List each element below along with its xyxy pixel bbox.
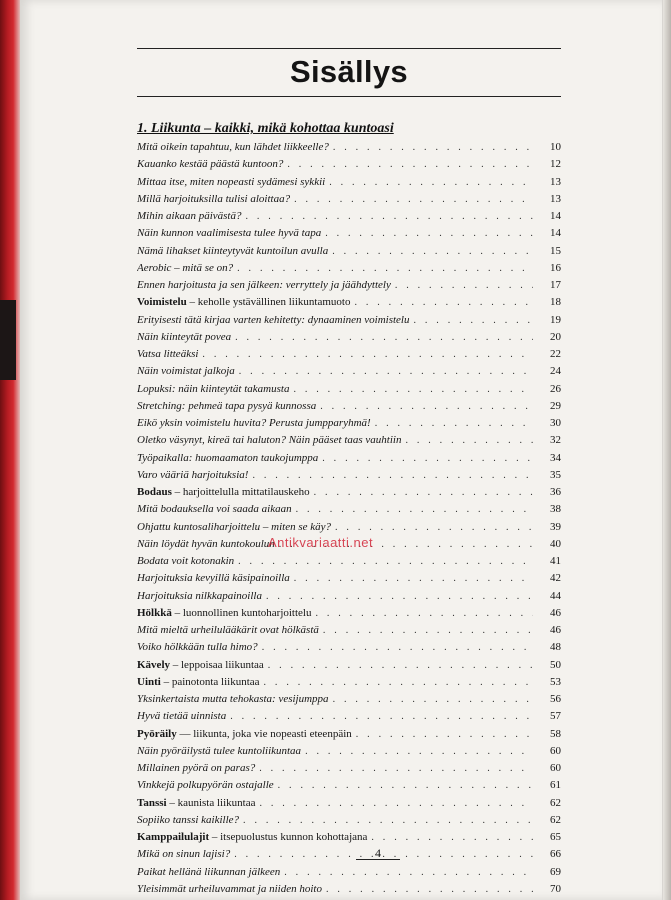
toc-entry <box>137 484 561 501</box>
toc-entry-label <box>137 708 226 725</box>
toc-page-number: 29 <box>550 399 561 412</box>
toc-topic-bold: Kävely <box>137 658 170 671</box>
toc-entry-label <box>137 795 255 812</box>
toc-page-number: 20 <box>550 330 561 343</box>
section-heading: 1. Liikunta – kaikki, mikä kohottaa kuntoasi <box>137 121 394 136</box>
book-spine-edge <box>0 0 22 900</box>
toc-entry <box>137 501 561 518</box>
toc-page-number: 62 <box>550 796 561 809</box>
toc-page-number: 66 <box>550 848 561 861</box>
toc-topic-text: – leppoisaa liikuntaa <box>170 658 264 671</box>
toc-entry-label <box>137 484 310 501</box>
toc-subtopic-text: Ennen harjoitusta ja sen jälkeen: verryttely ja jäähdyttely <box>137 279 391 291</box>
dot-leader <box>395 277 533 294</box>
toc-entry-label <box>137 467 248 484</box>
toc-topic-bold: Voimistelu <box>137 296 187 309</box>
toc-page-number: 35 <box>550 468 561 481</box>
toc-subtopic-text: Työpaikalla: huomaamaton taukojumppa <box>137 451 319 464</box>
toc-entry <box>137 260 561 277</box>
toc-entry-label <box>137 829 367 846</box>
toc-entry-label <box>137 743 301 760</box>
toc-entry <box>137 381 561 398</box>
toc-page-number: 34 <box>550 451 561 464</box>
toc-entry-label <box>137 691 329 708</box>
toc-subtopic-text: Harjoituksia nilkkapainoilla <box>137 589 262 602</box>
toc-entry <box>137 795 561 812</box>
toc-page-number: 13 <box>550 192 561 205</box>
watermark-text: Antikvariaatti.net <box>268 535 374 550</box>
toc-subtopic-text: Näin voimistat jalkoja <box>137 365 235 378</box>
toc-entry <box>137 639 561 656</box>
dot-leader <box>333 691 533 708</box>
toc-topic-text: – itsepuolustus kunnon kohottajana <box>209 831 368 843</box>
toc-subtopic-text: Mittaa itse, miten nopeasti sydämesi sykkii <box>137 175 326 188</box>
toc-entry-label <box>137 450 318 467</box>
dot-leader <box>333 139 533 156</box>
toc-page-number: 61 <box>550 779 561 792</box>
toc-entry-label <box>137 243 328 260</box>
dot-leader <box>414 312 534 329</box>
toc-subtopic-text: Stretching: pehmeä tapa pysyä kunnossa <box>137 399 317 412</box>
toc-subtopic-text: Lopuksi: näin kiinteytät takamusta <box>137 382 290 395</box>
toc-entry <box>137 363 561 380</box>
spine-shadow <box>0 300 16 380</box>
toc-page-number: 36 <box>550 486 561 498</box>
toc-page-number: 44 <box>550 589 561 602</box>
toc-subtopic-text: Mitä mieltä urheilulääkärit ovat hölkästä <box>137 624 319 636</box>
toc-page-number: 16 <box>550 261 561 274</box>
toc-topic-text: — liikunta, joka vie nopeasti eteenpäin <box>176 727 352 740</box>
dot-leader <box>237 260 533 277</box>
toc-entry-label <box>137 726 352 743</box>
toc-subtopic-text: Paikat hellänä liikunnan jälkeen <box>137 865 281 878</box>
toc-page-number: 46 <box>550 606 561 619</box>
toc-subtopic-text: Näin kiinteytät povea <box>137 330 232 343</box>
toc-entry-label <box>137 812 239 829</box>
toc-page-number: 19 <box>550 313 561 326</box>
top-rule <box>137 48 561 49</box>
toc-subtopic-text: Mihin aikaan päivästä? <box>137 210 242 222</box>
toc-entry <box>137 812 561 829</box>
toc-entry-label <box>137 519 331 536</box>
dot-leader <box>230 708 533 725</box>
toc-entry-label <box>137 398 316 415</box>
toc-entry-label <box>137 674 260 691</box>
toc-entry <box>137 432 561 449</box>
toc-page-number: 65 <box>550 831 561 843</box>
toc-subtopic-text: Näin kunnon vaalimisesta tulee hyvä tapa <box>137 227 322 240</box>
toc-entry-label <box>137 139 329 156</box>
toc-entry <box>137 415 561 432</box>
toc-subtopic-text: Yksinkertaista mutta tehokasta: vesijumppa <box>137 693 329 705</box>
toc-entry-label <box>137 277 391 294</box>
toc-page-number: 46 <box>550 624 561 636</box>
dot-leader <box>266 588 533 605</box>
dot-leader <box>325 225 533 242</box>
toc-entry-label <box>137 312 410 329</box>
dot-leader <box>284 864 533 881</box>
toc-page-number: 10 <box>550 141 561 153</box>
toc-entry-label <box>137 588 262 605</box>
table-of-contents <box>137 139 561 898</box>
toc-page-number: 57 <box>550 710 561 723</box>
toc-entry <box>137 156 561 173</box>
toc-topic-bold: Kamppailulajit <box>137 831 210 843</box>
toc-entry-label <box>137 536 275 553</box>
dot-leader <box>259 795 533 812</box>
toc-entry <box>137 277 561 294</box>
toc-subtopic-text: Nämä lihakset kiinteytyvät kuntoilun avulla <box>137 244 329 257</box>
toc-entry-label <box>137 191 290 208</box>
toc-entry <box>137 174 561 191</box>
toc-topic-bold: Tanssi <box>137 796 167 809</box>
toc-page-number: 14 <box>550 210 561 222</box>
toc-entry-label <box>137 294 350 311</box>
toc-subtopic-text: Mitä oikein tapahtuu, kun lähdet liikkeelle? <box>137 141 329 153</box>
dot-leader <box>332 243 533 260</box>
toc-page-number: 32 <box>550 434 561 447</box>
toc-entry-label <box>137 657 264 674</box>
toc-subtopic-text: Mitä bodauksella voi saada aikaan <box>137 503 292 516</box>
dot-leader <box>375 415 533 432</box>
toc-subtopic-text: Vatsa litteäksi <box>137 348 199 360</box>
toc-entry-label <box>137 208 242 225</box>
toc-entry <box>137 450 561 467</box>
toc-subtopic-text: Millainen pyörä on paras? <box>137 762 256 774</box>
toc-entry <box>137 570 561 587</box>
dot-leader <box>259 760 533 777</box>
toc-page-number: 39 <box>550 520 561 533</box>
toc-subtopic-text: Varo vääriä harjoituksia! <box>137 468 249 481</box>
toc-page-number: 22 <box>550 348 561 360</box>
toc-entry-label <box>137 156 283 173</box>
toc-subtopic-text: Mikä on sinun lajisi? <box>137 848 231 861</box>
toc-page-number: 14 <box>550 227 561 240</box>
toc-page-number: 50 <box>550 658 561 671</box>
toc-entry <box>137 881 561 898</box>
toc-entry <box>137 519 561 536</box>
toc-entry-label <box>137 225 321 242</box>
dot-leader <box>296 501 533 518</box>
dot-leader <box>354 294 533 311</box>
toc-topic-bold: Hölkkä <box>137 606 172 619</box>
toc-entry <box>137 312 561 329</box>
toc-page-number: 17 <box>550 279 561 291</box>
toc-subtopic-text: Oletko väsynyt, kireä tai haluton? Näin pääset taas vauhtiin <box>137 434 402 447</box>
toc-entry <box>137 708 561 725</box>
toc-subtopic-text: Ohjattu kuntosaliharjoittelu – miten se käy? <box>137 520 332 533</box>
toc-entry-label <box>137 639 258 656</box>
toc-page-number: 53 <box>550 675 561 688</box>
toc-topic-text: – painotonta liikuntaa <box>160 675 260 688</box>
toc-entry <box>137 294 561 311</box>
toc-topic-text: – kaunista liikuntaa <box>166 796 256 809</box>
dot-leader <box>322 450 533 467</box>
toc-subtopic-text: Yleisimmät urheiluvammat ja niiden hoito <box>137 882 322 895</box>
dot-leader <box>320 398 533 415</box>
toc-subtopic-text: Näin löydät hyvän kuntokoulun <box>137 537 275 550</box>
dot-leader <box>293 381 533 398</box>
dot-leader <box>262 639 533 656</box>
dot-leader <box>405 432 533 449</box>
toc-entry <box>137 622 561 639</box>
toc-entry-label <box>137 570 290 587</box>
toc-page-number: 18 <box>550 296 561 309</box>
toc-entry-label <box>137 881 322 898</box>
title-bottom-rule <box>137 96 561 97</box>
dot-leader <box>305 743 533 760</box>
dot-leader <box>278 777 533 794</box>
toc-entry <box>137 588 561 605</box>
toc-topic-text: – harjoittelulla mittatilauskeho <box>171 486 310 498</box>
toc-entry <box>137 726 561 743</box>
toc-entry <box>137 829 561 846</box>
toc-subtopic-text: Aerobic – mitä se on? <box>137 261 234 274</box>
toc-entry <box>137 605 561 622</box>
toc-topic-text: – luonnollinen kuntoharjoittelu <box>171 606 312 619</box>
toc-entry <box>137 777 561 794</box>
toc-subtopic-text: Näin pyöräilystä tulee kuntoliikuntaa <box>137 744 302 757</box>
toc-page-number: 30 <box>550 417 561 429</box>
dot-leader <box>243 812 533 829</box>
toc-entry-label <box>137 846 230 863</box>
page-title: Sisällys <box>290 54 408 89</box>
dot-leader <box>238 553 533 570</box>
dot-leader <box>315 605 533 622</box>
dot-leader <box>235 329 533 346</box>
toc-entry <box>137 398 561 415</box>
toc-entry <box>137 208 561 225</box>
toc-subtopic-text: Vinkkejä polkupyörän ostajalle <box>137 779 274 792</box>
toc-subtopic-text: Bodata voit kotonakin <box>137 555 235 567</box>
dot-leader <box>268 657 533 674</box>
toc-entry <box>137 743 561 760</box>
dot-leader <box>356 726 533 743</box>
toc-page-number: 70 <box>550 882 561 895</box>
page-number-rule <box>356 859 400 860</box>
toc-entry-label <box>137 760 255 777</box>
toc-entry <box>137 346 561 363</box>
toc-topic-bold: Uinti <box>137 675 161 688</box>
toc-page-number: 58 <box>550 727 561 740</box>
toc-entry <box>137 760 561 777</box>
toc-subtopic-text: Sopiiko tanssi kaikille? <box>137 813 240 826</box>
dot-leader <box>323 622 533 639</box>
dot-leader <box>335 519 533 536</box>
toc-page-number: 24 <box>550 365 561 378</box>
toc-entry <box>137 467 561 484</box>
toc-topic-bold: Bodaus <box>137 486 172 498</box>
dot-leader <box>294 570 533 587</box>
toc-entry-label <box>137 864 280 881</box>
toc-page-number: 41 <box>550 555 561 567</box>
toc-entry-label <box>137 346 198 363</box>
toc-entry <box>137 864 561 881</box>
toc-topic-bold: Pyöräily <box>137 727 177 740</box>
dot-leader <box>252 467 533 484</box>
dot-leader <box>287 156 533 173</box>
toc-page-number: 40 <box>550 537 561 550</box>
toc-entry <box>137 225 561 242</box>
dot-leader <box>202 346 533 363</box>
toc-entry-label <box>137 381 289 398</box>
toc-entry <box>137 674 561 691</box>
toc-subtopic-text: Harjoituksia kevyillä käsipainoilla <box>137 572 290 585</box>
toc-page-number: 60 <box>550 762 561 774</box>
dot-leader <box>264 674 533 691</box>
dot-leader <box>371 829 533 846</box>
toc-entry <box>137 657 561 674</box>
toc-subtopic-text: Millä harjoituksilla tulisi aloittaa? <box>137 192 291 205</box>
dot-leader <box>239 363 533 380</box>
dot-leader <box>329 174 533 191</box>
toc-entry <box>137 553 561 570</box>
toc-page-number: 13 <box>550 175 561 188</box>
toc-entry <box>137 243 561 260</box>
dot-leader <box>246 208 534 225</box>
toc-subtopic-text: Hyvä tietää uinnista <box>137 710 227 723</box>
dot-leader <box>326 881 533 898</box>
toc-page-number: 38 <box>550 503 561 516</box>
toc-subtopic-text: Eikö yksin voimistelu huvita? Perusta jumpparyhmä! <box>137 417 371 429</box>
toc-subtopic-text: Kauanko kestää päästä kuntoon? <box>137 158 284 171</box>
page-number: 4 <box>375 846 381 860</box>
toc-entry <box>137 329 561 346</box>
toc-entry-label <box>137 777 274 794</box>
toc-page-number: 48 <box>550 641 561 654</box>
toc-entry-label <box>137 415 371 432</box>
toc-entry-label <box>137 432 401 449</box>
toc-page-number: 62 <box>550 813 561 826</box>
dot-leader <box>314 484 533 501</box>
toc-entry-label <box>137 605 311 622</box>
toc-entry-label <box>137 329 231 346</box>
toc-page-number: 12 <box>550 158 561 171</box>
toc-entry-label <box>137 260 233 277</box>
toc-page-number: 26 <box>550 382 561 395</box>
toc-entry <box>137 139 561 156</box>
toc-topic-text: – keholle ystävällinen liikuntamuoto <box>186 296 351 309</box>
toc-page-number: 56 <box>550 693 561 705</box>
dot-leader <box>294 191 533 208</box>
toc-page-number: 42 <box>550 572 561 585</box>
toc-entry-label <box>137 553 234 570</box>
toc-page-number: 15 <box>550 244 561 257</box>
toc-page-number: 69 <box>550 865 561 878</box>
toc-subtopic-text: Erityisesti tätä kirjaa varten kehitetty: dynaaminen voimistelu <box>137 313 410 326</box>
toc-entry <box>137 846 561 863</box>
toc-page-number: 60 <box>550 744 561 757</box>
toc-entry-label <box>137 501 292 518</box>
page-edge <box>663 0 671 900</box>
toc-subtopic-text: Voiko hölkkään tulla himo? <box>137 641 258 654</box>
toc-entry <box>137 191 561 208</box>
toc-entry-label <box>137 174 325 191</box>
toc-entry <box>137 691 561 708</box>
toc-entry-label <box>137 363 235 380</box>
toc-entry-label <box>137 622 319 639</box>
